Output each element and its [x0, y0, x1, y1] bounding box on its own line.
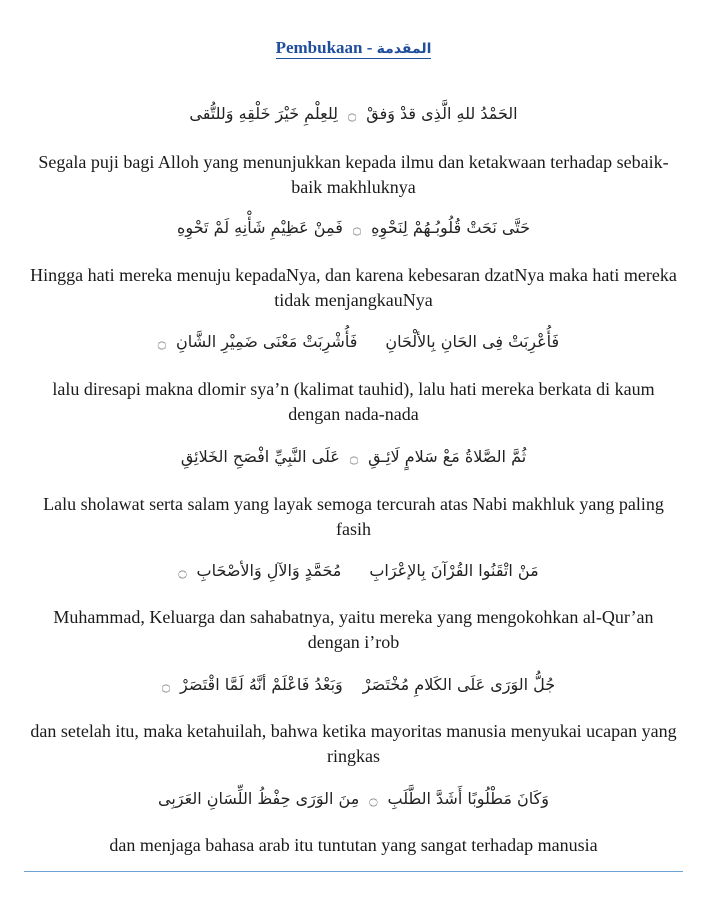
hemistich-left: فَمِنْ عَظِيْمِ شَأْنِهِ لَمْ تَحْوِهِ: [177, 218, 343, 237]
translation-4: Lalu sholawat serta salam yang layak semoga tercurah atas Nabi makhluk yang paling fasih: [43, 494, 664, 539]
verse-separator-icon: ۝: [352, 221, 362, 237]
hemistich-right: وَكَانَ مَطْلُوبًا أَشَدَّ الطَّلَبِ: [387, 789, 549, 808]
translation-7: dan menjaga bahasa arab itu tuntutan yang sangat terhadap manusia: [109, 835, 598, 855]
verse-line-1: [0, 104, 707, 123]
hemistich-right: فَأُعْرِبَتْ فِى الحَانِ بِالألْحَانِ: [385, 332, 560, 351]
page-title: [0, 38, 707, 58]
hemistich-right: ثُمَّ الصَّلاةُ مَعْ سَلامٍ لَائِـقِ: [368, 447, 527, 466]
verse-line-4: [0, 447, 707, 466]
verse-separator-icon: ۝: [157, 335, 166, 351]
hemistich-left: لِلعِلْمِ خَيْرَ خَلْقِهِ وَللتُّقى: [189, 104, 339, 123]
hemistich-left: عَلَى النَّبِيِّ افْصَحِ الخَلائِقِ: [180, 447, 340, 466]
verse-line-2: [0, 218, 707, 237]
verse-line-3: [0, 332, 707, 351]
hemistich-right: الحَمْدُ للهِ الَّذِى قدْ وَفقْ: [366, 104, 518, 123]
verse-line-7: [0, 789, 707, 808]
verse-separator-icon: ۝: [349, 450, 359, 466]
translation-5: Muhammad, Keluarga dan sahabatnya, yaitu mereka yang mengokohkan al-Qur’an dengan i’rob: [53, 607, 654, 652]
footer-divider: [24, 871, 683, 872]
title-arabic: المقدمة: [376, 41, 432, 57]
translation-6: dan setelah itu, maka ketahuilah, bahwa ketika mayoritas manusia menyukai ucapan yang ringkas: [30, 721, 677, 766]
verse-separator-icon: ۝: [369, 792, 378, 808]
hemistich-right: وَبَعْدُ فَاعْلَمْ أنَّهُ لَمَّا اقْتَصَرْ: [180, 675, 343, 694]
verse-separator-icon: ۝: [348, 107, 357, 123]
hemistich-left: فَأُشْرِبَتْ مَعْنَى ضَمِيْرِ الشَّانِ: [176, 332, 358, 351]
verse-line-5: [0, 561, 707, 580]
translation-2: Hingga hati mereka menuju kepadaNya, dan karena kebesaran dzatNya maka hati mereka tidak menjangkauNya: [30, 265, 677, 310]
verse-separator-icon: ۝: [178, 564, 187, 580]
title-underlined: [276, 38, 432, 59]
verse-line-6: [0, 675, 707, 694]
hemistich-left: مُحَمَّدٍ وَالآلِ وَالأصْحَابِ: [196, 561, 342, 580]
hemistich-left: جُلُّ الوَرَى عَلَى الكَلامِ مُخْتَصَرْ: [362, 675, 556, 694]
title-latin: Pembukaan: [275, 38, 363, 57]
verse-separator-icon: ۝: [161, 678, 171, 694]
title-dash: -: [362, 38, 377, 57]
translation-1: Segala puji bagi Alloh yang menunjukkan kepada ilmu dan ketakwaan terhadap sebaik-baik makhluknya: [38, 152, 669, 197]
hemistich-left: مِنَ الوَرَى حِفْظُ اللِّسَانِ العَرَبِى: [158, 789, 360, 808]
hemistich-right: مَنْ اتْقَنُوا القُرْآنَ بِالإعْرَابِ: [369, 561, 539, 580]
translation-3: lalu diresapi makna dlomir sya’n (kalimat tauhid), lalu hati mereka berkata di kaum dengan nada-nada: [52, 379, 655, 424]
hemistich-right: حَتَّى نَحَتْ قُلُوبُـهُمْ لِنَحْوِهِ: [371, 218, 530, 237]
